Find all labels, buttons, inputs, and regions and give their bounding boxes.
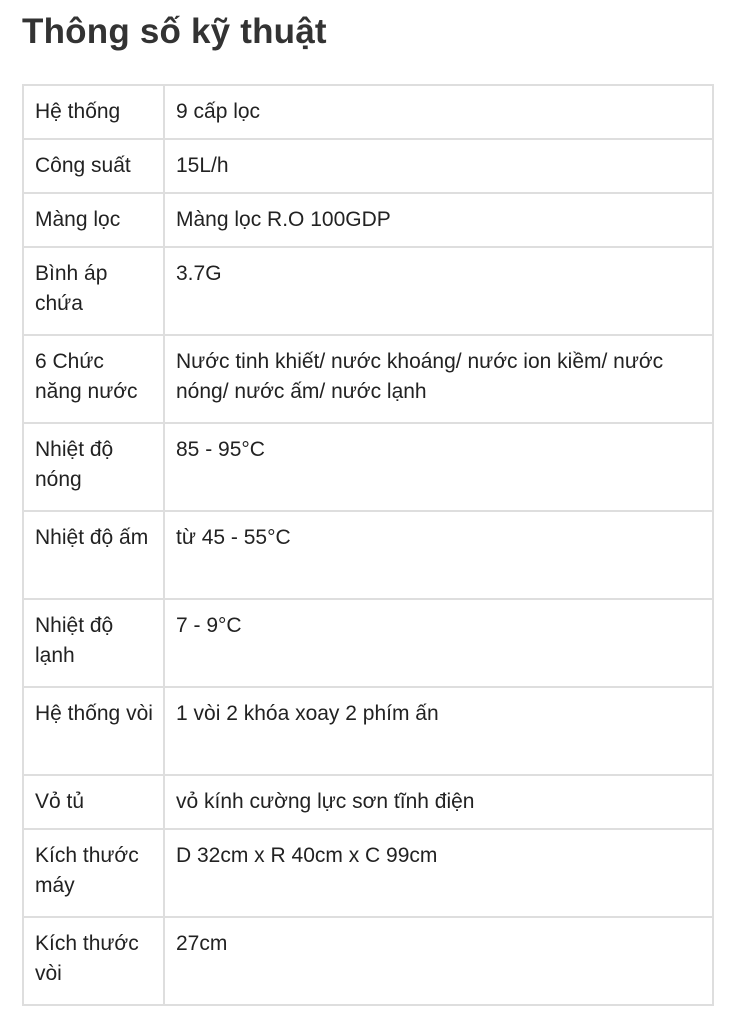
spec-label: Nhiệt độ ấm [23,511,164,599]
spec-label: 6 Chức năng nước [23,335,164,423]
spec-value: 15L/h [164,139,713,193]
spec-label: Nhiệt độ nóng [23,423,164,511]
spec-label: Kích thước máy [23,829,164,917]
spec-value: 9 cấp lọc [164,85,713,139]
table-row [23,775,713,829]
table-row [23,687,713,775]
spec-label: Nhiệt độ lạnh [23,599,164,687]
table-row [23,139,713,193]
table-row [23,85,713,139]
table-row [23,511,713,599]
table-row [23,599,713,687]
spec-value: 7 - 9°C [164,599,713,687]
spec-value: 27cm [164,917,713,1005]
spec-label: Màng lọc [23,193,164,247]
spec-value: 85 - 95°C [164,423,713,511]
table-row [23,193,713,247]
table-row [23,917,713,1005]
spec-value: 3.7G [164,247,713,335]
spec-value: Nước tinh khiết/ nước khoáng/ nước ion kiềm/ nước nóng/ nước ấm/ nước lạnh [164,335,713,423]
spec-label: Vỏ tủ [23,775,164,829]
spec-value: D 32cm x R 40cm x C 99cm [164,829,713,917]
spec-value: Màng lọc R.O 100GDP [164,193,713,247]
spec-label: Kích thước vòi [23,917,164,1005]
page-title: Thông số kỹ thuật [22,12,327,51]
table-row [23,829,713,917]
spec-label: Hệ thống [23,85,164,139]
spec-label: Bình áp chứa [23,247,164,335]
table-row [23,247,713,335]
table-row [23,335,713,423]
spec-value: 1 vòi 2 khóa xoay 2 phím ấn [164,687,713,775]
spec-label: Công suất [23,139,164,193]
table-row [23,423,713,511]
spec-table [22,84,714,1006]
spec-value: từ 45 - 55°C [164,511,713,599]
spec-value: vỏ kính cường lực sơn tĩnh điện [164,775,713,829]
spec-label: Hệ thống vòi [23,687,164,775]
